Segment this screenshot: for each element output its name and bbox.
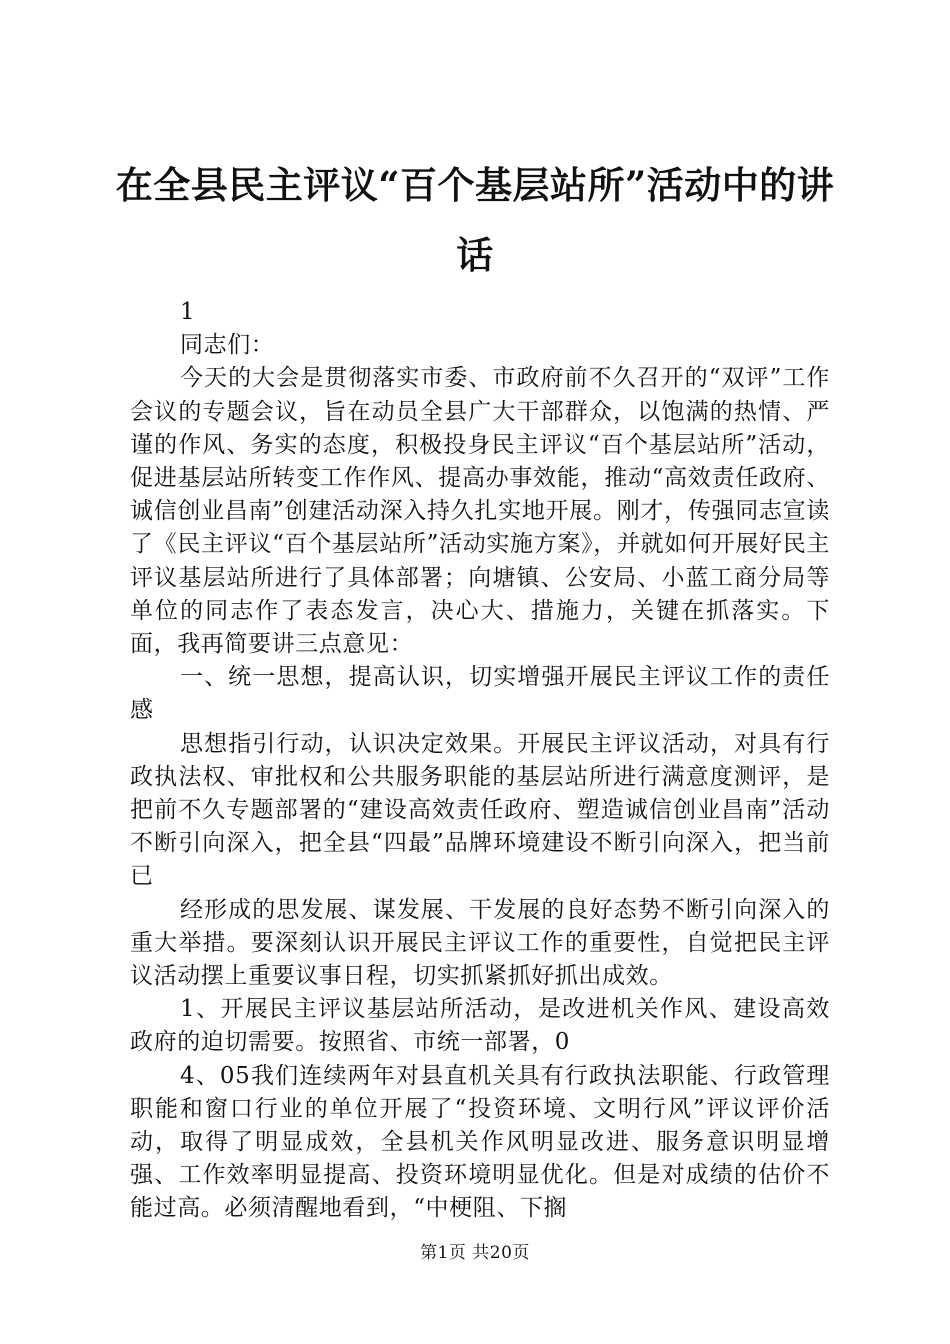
page-footer: 第1页 共20页 (420, 1243, 530, 1263)
document-title: 在全县民主评议“百个基层站所”活动中的讲话 (115, 163, 835, 277)
section-heading-1: 一、统一思想，提高认识，切实增强开展民主评议工作的责任感 (130, 664, 830, 724)
paragraph-intro: 今天的大会是贯彻落实市委、市政府前不久召开的“双评”工作会议的专题会议，旨在动员全县广大干部群众，以饱满的热情、严谨的作风、务实的态度，积极投身民主评议“百个基层站所”活动，促进基层站所转变工作作风、提高办事效能，推动“高效责任政府、诚信创业昌南”创建活动深入持久扎实地开展。刚才，传强同志宣读了《民主评议“百个基层站所”活动实施方案》，并就如何开展好民主评议基层站所进行了具体部署；向塘镇、公安局、小蓝工商分局等单位的同志作了表态发言，决心大、措施力，关键在抓落实。下面，我再简要讲三点意见： (130, 365, 830, 658)
document-body (130, 296, 830, 1226)
paragraph-page-marker: 1 (180, 299, 196, 325)
paragraph-body: 思想指引行动，认识决定效果。开展民主评议活动，对具有行政执法权、审批权和公共服务职能的基层站所进行满意度测评，是把前不久专题部署的“建设高效责任政府、塑造诚信创业昌南”活动不断引向深入，把全县“四最”品牌环境建设不断引向深入，把当前已 (130, 730, 830, 890)
paragraph-body: 经形成的思发展、谋发展、干发展的良好态势不断引向深入的重大举措。要深刻认识开展民主评议工作的重要性，自觉把民主评议活动摆上重要议事日程，切实抓紧抓好抓出成效。 (130, 896, 830, 990)
paragraph-body: 4、05我们连续两年对县直机关具有行政执法职能、行政管理职能和窗口行业的单位开展了“投资环境、文明行风”评议评价活动，取得了明显成效，全县机关作风明显改进、服务意识明显增强、工作效率明显提高、投资环境明显优化。但是对成绩的估价不能过高。必须清醒地看到，“中梗阻、下搁 (130, 1062, 830, 1222)
paragraph-salutation: 同志们： (180, 332, 275, 359)
paragraph-point-1: 1、开展民主评议基层站所活动，是改进机关作风、建设高效政府的迫切需要。按照省、市统一部署，0 (130, 996, 830, 1056)
